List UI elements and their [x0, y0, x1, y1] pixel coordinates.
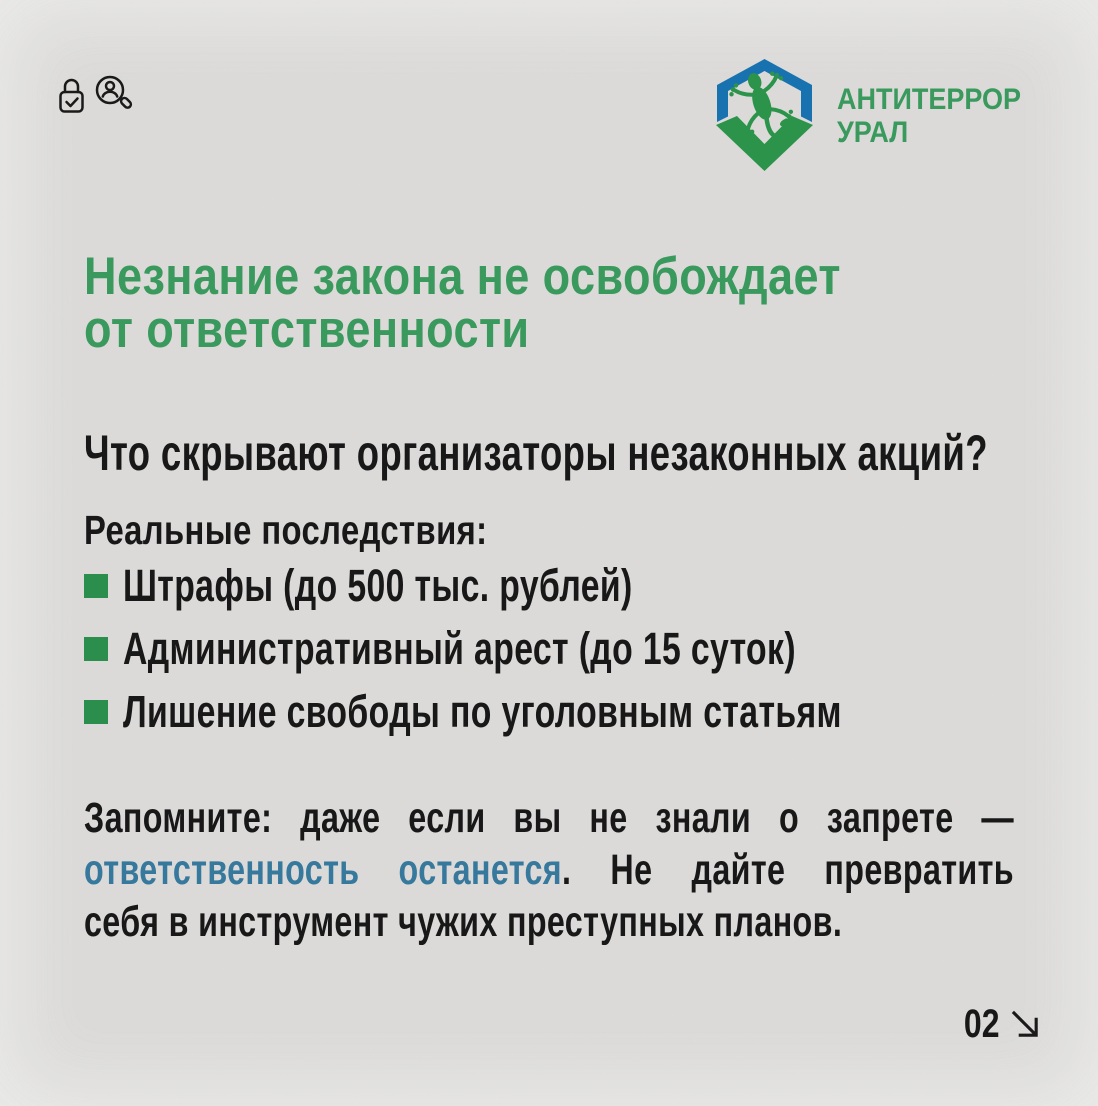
shield-right-blue-band: [765, 59, 813, 122]
bullet-square-icon: [84, 574, 108, 598]
down-right-arrow-icon: [1009, 1008, 1042, 1041]
title-line1: Незнание закона не освобождает: [84, 247, 841, 306]
list-item: [84, 686, 1082, 737]
bullet-square-icon: [84, 637, 108, 661]
warning-line1: Запомните: даже если вы не знали о запрете —: [84, 794, 1014, 842]
consequences-heading: Реальные последствия:: [84, 507, 488, 553]
warning-paragraph: [84, 792, 1014, 948]
list-item: [84, 560, 1082, 611]
logo-wordmark: [837, 83, 1042, 149]
list-item-text: Лишение свободы по уголовным статьям: [123, 686, 842, 737]
list-item-text: Административный арест (до 15 суток): [123, 623, 796, 674]
page-number: 02: [963, 1002, 999, 1046]
warning-line2-rest: . Не дайте превратить: [561, 846, 1014, 894]
list-item-text: Штрафы (до 500 тыс. рублей): [123, 560, 633, 611]
bullet-square-icon: [84, 700, 108, 724]
shield-green-check: [716, 116, 813, 171]
magnifier-person-icon: [94, 74, 135, 115]
warning-line2: [84, 844, 1014, 896]
list-item: [84, 623, 1082, 674]
title-line2: от ответственности: [84, 300, 530, 359]
page-indicator: [955, 1004, 1043, 1044]
highlighted-phrase: ответственность останется: [84, 846, 562, 894]
question-heading: Что скрывают организаторы незаконных акций?: [84, 425, 988, 481]
logo: [708, 58, 1042, 173]
antiterror-shield-lizard-logo: [708, 58, 821, 173]
page-title: [84, 247, 974, 359]
privacy-icons: [58, 74, 135, 115]
logo-line2: УРАЛ: [837, 115, 909, 149]
lock-check-icon: [58, 75, 85, 115]
logo-line1: АНТИТЕРРОР: [837, 82, 1022, 116]
consequences-list: [84, 560, 1082, 755]
warning-line3: себя в инструмент чужих преступных планов.: [84, 898, 843, 946]
